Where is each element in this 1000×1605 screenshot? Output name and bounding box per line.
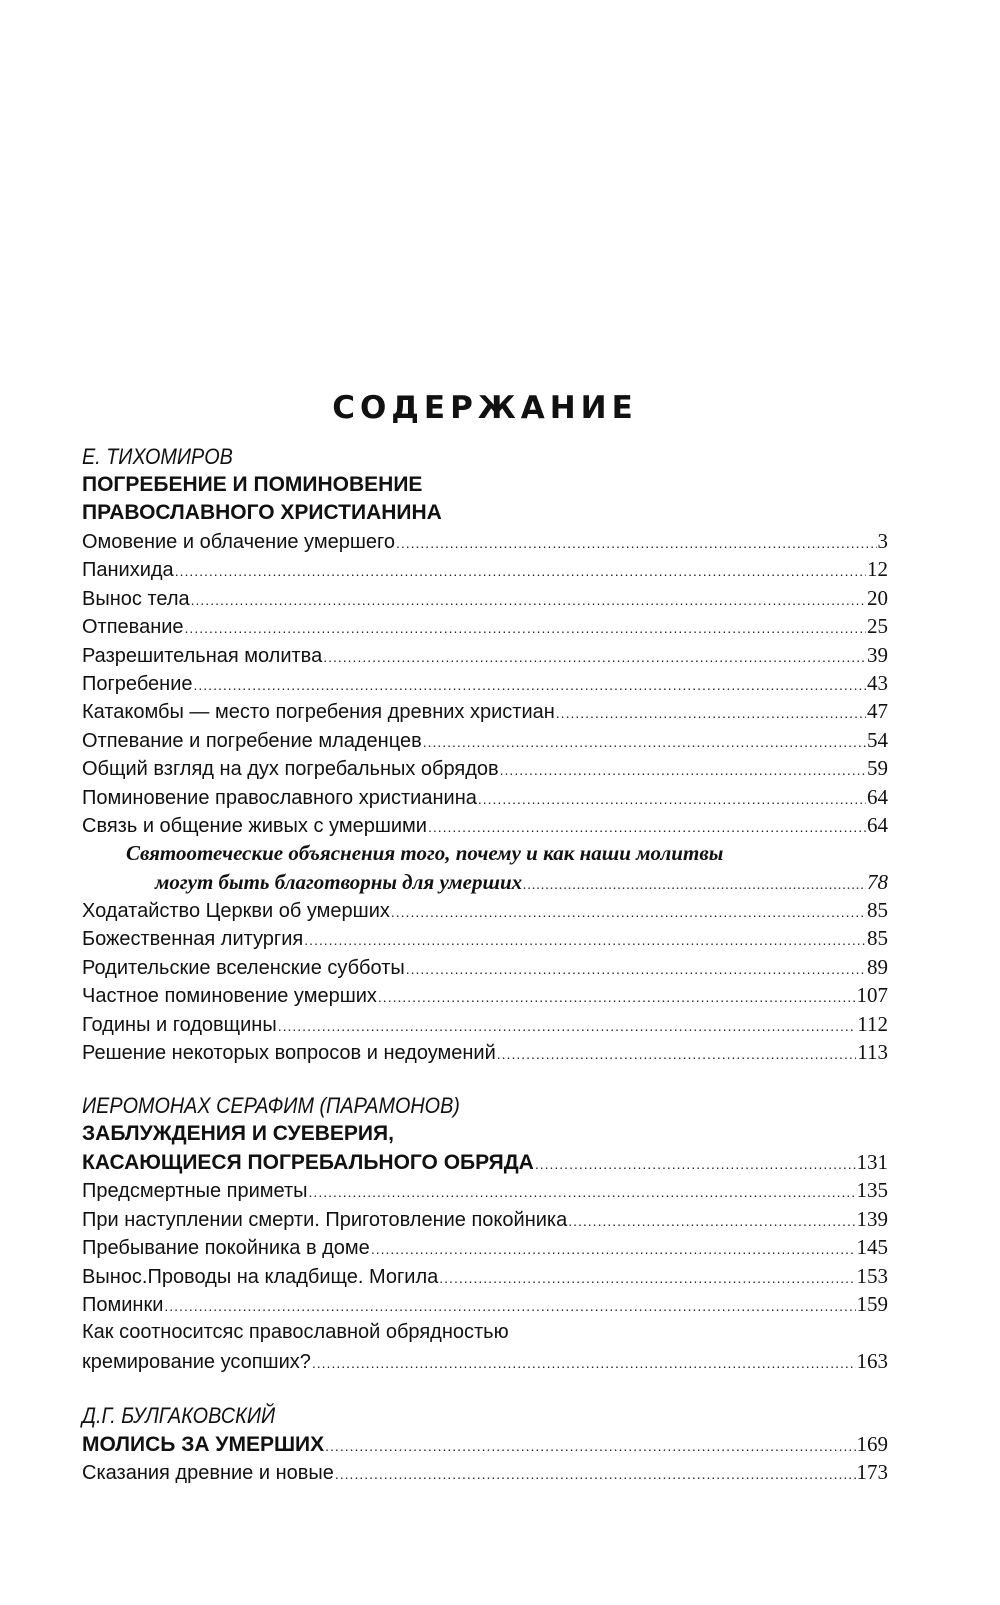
toc-entry-title-line: Святоотеческие объяснения того, почему и как наши молитвы [126,841,724,866]
dot-leader [478,785,866,813]
dot-leader [175,557,866,585]
dot-leader [568,1207,855,1235]
toc-entry-title: Родительские вселенские субботы [82,956,405,979]
dot-leader [309,1178,856,1206]
toc-entry[interactable] [82,1262,888,1290]
toc-entry-page: 145 [856,1235,888,1260]
toc-entry-special[interactable] [82,839,888,896]
toc-entry-page: 47 [867,699,888,724]
toc-entry-page: 112 [857,1011,888,1036]
toc-entry-title-line: Как соотноситсяс православной обрядностью [82,1321,509,1344]
dot-leader [191,586,866,614]
toc-entry-row [82,868,888,896]
dot-leader [164,1292,855,1320]
toc-entry-title: Вынос тела [82,587,190,610]
toc-entry-page: 78 [867,869,888,894]
dot-leader [312,1349,856,1377]
section-heading-line: ПОГРЕБЕНИЕ И ПОМИНОВЕНИЕ [82,473,423,496]
toc-entry-page: 113 [857,1040,888,1065]
toc-entry[interactable] [82,981,888,1009]
toc-entry[interactable] [82,783,888,811]
dot-leader [439,1264,855,1292]
toc-entry-page: 89 [867,954,888,979]
toc-entry[interactable] [82,669,888,697]
toc-entry-title: Разрешительная молитва [82,644,323,667]
toc-entry-page: 3 [877,529,888,553]
toc-entry-page: 54 [867,727,888,752]
toc-entry-page: 107 [856,983,888,1008]
toc-entry-title: Божественная литургия [82,928,304,951]
toc-entry-page: 12 [867,557,888,582]
toc-entry-title: могут быть благотворны для умерших [155,869,523,894]
toc-entry-title: Отпевание [82,616,184,639]
toc-section-tikhomirov [82,443,888,1066]
toc-entry-title: Погребение [82,672,193,695]
section-author: ИЕРОМОНАХ СЕРАФИМ (ПАРАМОНОВ) [82,1093,460,1118]
toc-entry-multiline[interactable] [82,1318,888,1375]
toc-entry-title: При наступлении смерти. Приготовление покойника [82,1208,568,1231]
toc-entry-page: 173 [856,1460,888,1485]
toc-entry-title: Поминовение православного христианина [82,786,477,809]
page-title: СОДЕРЖАНИЕ [332,390,638,426]
toc-entry-title: Решение некоторых вопросов и недоумений [82,1042,496,1065]
toc-entry-page: 85 [867,926,888,951]
section-author: Д.Г. БУЛГАКОВСКИЙ [82,1403,276,1428]
toc-entry[interactable] [82,1038,888,1066]
dot-leader [378,983,856,1011]
dot-leader [396,529,877,557]
toc-entry-title: Ходатайство Церкви об умерших [82,900,390,923]
toc-entry-page: 153 [856,1263,888,1288]
toc-entry[interactable] [82,1458,888,1486]
toc-entry[interactable] [82,811,888,839]
section-heading-line: ПРАВОСЛАВНОГО ХРИСТИАНИНА [82,501,442,524]
toc-section-heading-entry[interactable] [82,1148,888,1176]
dot-leader [535,1150,856,1178]
toc-entry[interactable] [82,1290,888,1318]
toc-entry[interactable] [82,896,888,924]
toc-entry-title: кремирование усопших? [82,1350,311,1373]
toc-entry-page: 135 [856,1178,888,1203]
toc-entry-page: 64 [867,812,888,837]
toc-entry-page: 43 [867,670,888,695]
toc-entry-page: 169 [856,1432,888,1456]
toc-entry-page: 159 [856,1291,888,1316]
toc-entry[interactable] [82,641,888,669]
toc-entry[interactable] [82,924,888,952]
dot-leader [523,872,866,900]
toc-entry[interactable] [82,1176,888,1204]
dot-leader [391,898,866,926]
toc-entry-page: 139 [856,1206,888,1231]
toc-entry[interactable] [82,612,888,640]
section-heading-line: ЗАБЛУЖДЕНИЯ И СУЕВЕРИЯ, [82,1122,394,1145]
toc-entry-row [82,1347,888,1375]
toc-entry-title: Панихида [82,559,174,582]
toc-entry-page: 59 [867,756,888,781]
toc-entry-title: Годины и годовщины [82,1013,277,1036]
toc-entry-page: 39 [867,642,888,667]
toc-entry-title: Вынос.Проводы на кладбище. Могила [82,1265,439,1288]
toc-entry[interactable] [82,697,888,725]
toc-entry-page: 131 [856,1150,888,1174]
toc-entry-title: Сказания древние и новые [82,1462,334,1485]
section-author: Е. ТИХОМИРОВ [82,444,233,469]
toc-entry[interactable] [82,1233,888,1261]
dot-leader [406,955,866,983]
dot-leader [323,643,866,671]
toc-entry-title: Частное поминовение умерших [82,985,377,1008]
toc-entry-page: 64 [867,784,888,809]
toc-entry[interactable] [82,953,888,981]
dot-leader [325,1432,855,1460]
toc-section-bulgakovsky [82,1402,888,1487]
section-heading-line: МОЛИСЬ ЗА УМЕРШИХ [82,1433,325,1456]
dot-leader [335,1460,856,1488]
toc-entry-page: 85 [867,898,888,923]
toc-entry-title: Катакомбы — место погребения древних христиан [82,701,555,724]
toc-entry[interactable] [82,1205,888,1233]
toc-entry-title: Отпевание и погребение младенцев [82,729,422,752]
toc-entry[interactable] [82,754,888,782]
toc-entry[interactable] [82,555,888,583]
toc-entry-page: 163 [856,1348,888,1373]
dot-leader [304,926,866,954]
dot-leader [497,1040,856,1068]
toc-entry-title: Поминки [82,1293,164,1316]
toc-entry-title: Предсмертные приметы [82,1180,308,1203]
section-heading-line: КАСАЮЩИЕСЯ ПОГРЕБАЛЬНОГО ОБРЯДА [82,1151,534,1174]
dot-leader [278,1012,857,1040]
dot-leader [185,614,866,642]
dot-leader [428,813,866,841]
dot-leader [194,671,866,699]
dot-leader [371,1235,856,1263]
toc-entry-title: Омовение и облачение умершего [82,531,395,553]
dot-leader [556,699,866,727]
dot-leader [500,756,866,784]
toc-entry[interactable] [82,527,888,555]
toc-entry[interactable] [82,726,888,754]
toc-entry-title: Связь и общение живых с умершими [82,814,427,837]
toc-entry-page: 20 [867,585,888,610]
toc-entry-page: 25 [867,614,888,639]
toc-entry-title: Пребывание покойника в доме [82,1237,370,1260]
toc-entry[interactable] [82,584,888,612]
dot-leader [423,728,866,756]
toc-entry-title: Общий взгляд на дух погребальных обрядов [82,758,499,781]
toc-section-serafim [82,1092,888,1375]
toc-entry[interactable] [82,1010,888,1038]
toc-section-heading-entry[interactable] [82,1430,888,1458]
